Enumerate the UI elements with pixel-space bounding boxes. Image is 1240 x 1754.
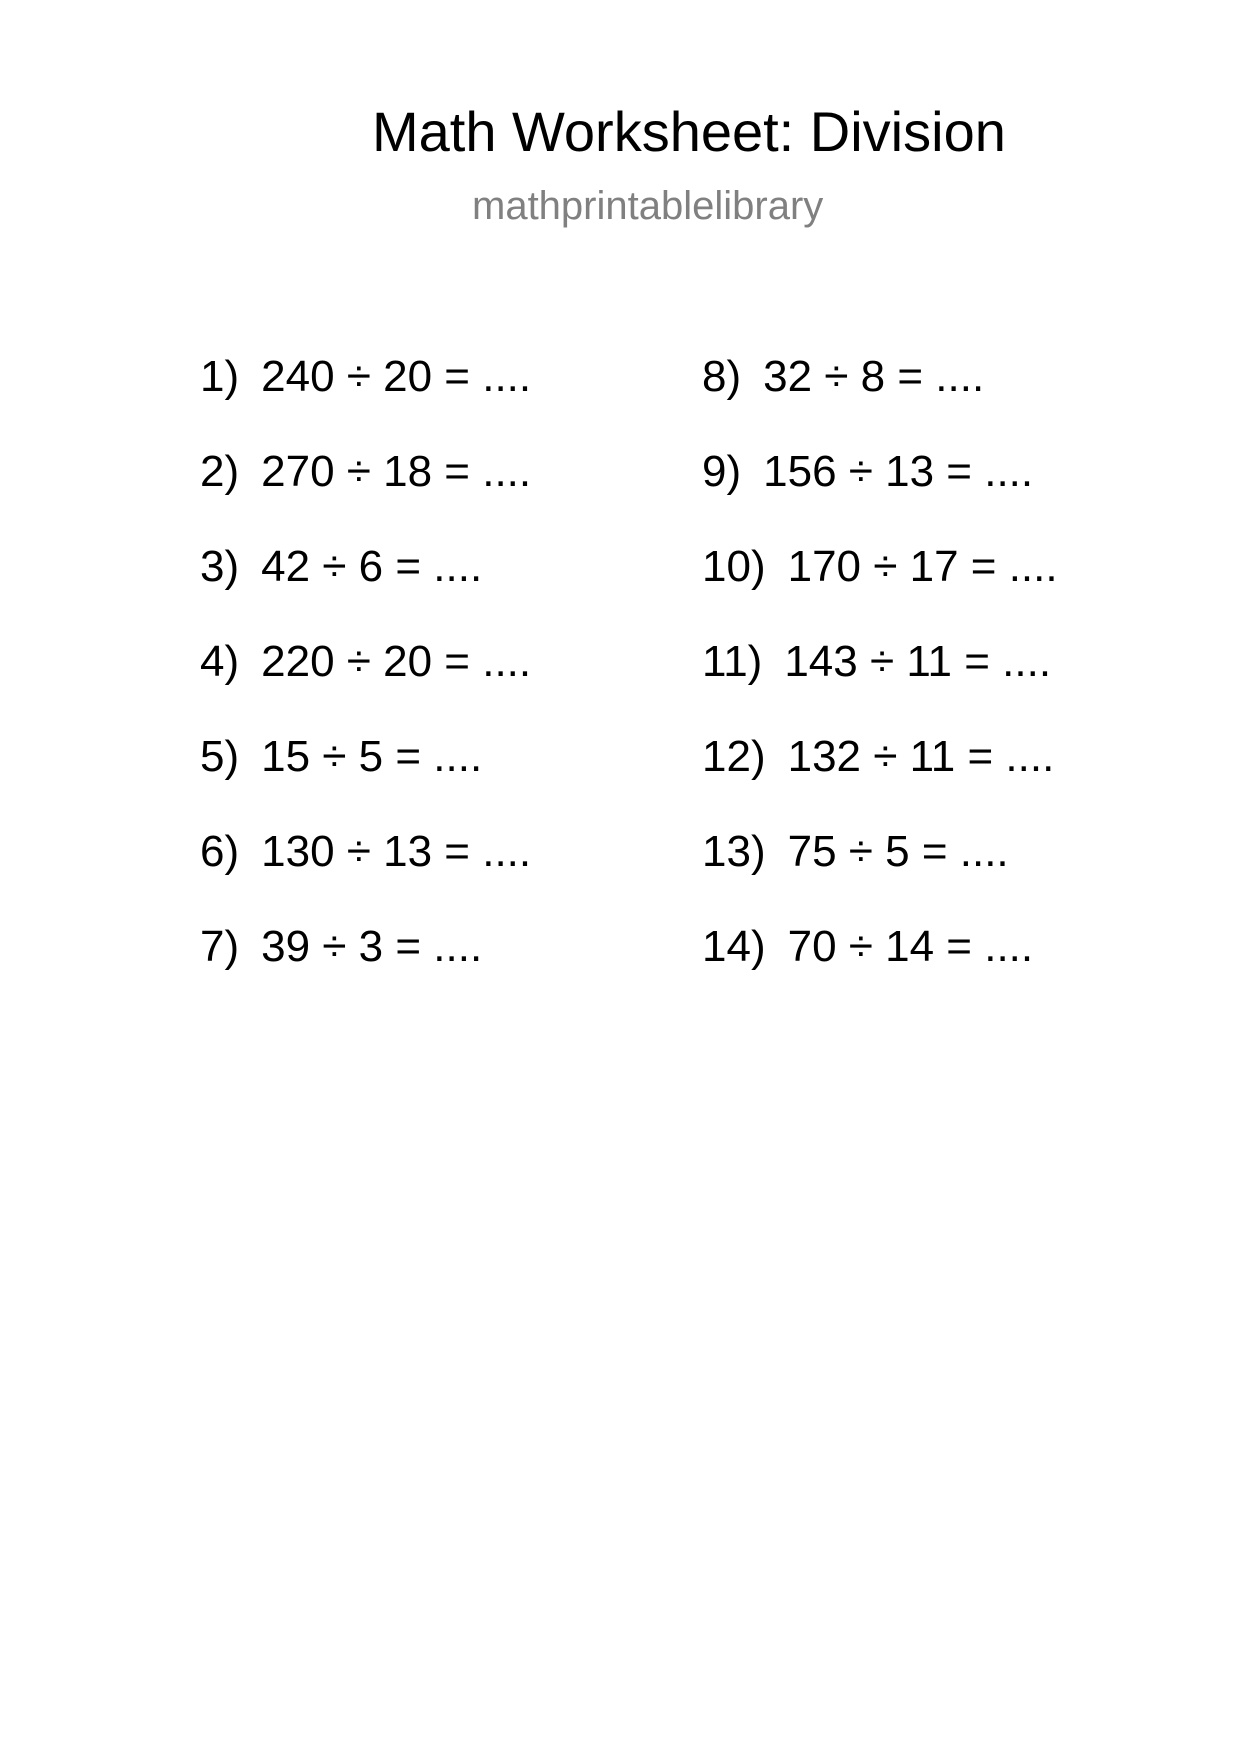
problem-number: 7) xyxy=(200,922,240,971)
problem-number: 5) xyxy=(200,732,240,781)
problem-item xyxy=(702,732,1058,827)
problem-number: 12) xyxy=(702,732,766,781)
problem-expression: 143 ÷ 11 = .... xyxy=(784,637,1052,686)
problem-expression: 270 ÷ 18 = .... xyxy=(261,447,532,496)
problem-expression: 75 ÷ 5 = .... xyxy=(787,827,1009,876)
problem-number: 11) xyxy=(702,637,763,686)
problem-expression: 240 ÷ 20 = .... xyxy=(261,352,532,401)
problem-expression: 70 ÷ 14 = .... xyxy=(787,922,1034,971)
problem-number: 2) xyxy=(200,447,240,496)
problem-expression: 32 ÷ 8 = .... xyxy=(763,352,985,401)
problem-item xyxy=(200,922,531,1017)
problem-item xyxy=(200,732,531,827)
problem-expression: 130 ÷ 13 = .... xyxy=(261,827,532,876)
problem-expression: 39 ÷ 3 = .... xyxy=(261,922,483,971)
problem-item xyxy=(702,827,1058,922)
page-title: Math Worksheet: Division xyxy=(372,100,1006,163)
problem-item xyxy=(200,827,531,922)
problem-column-left xyxy=(200,352,531,1017)
problem-item xyxy=(702,922,1058,1017)
problem-item xyxy=(702,637,1058,732)
problem-expression: 170 ÷ 17 = .... xyxy=(787,542,1058,591)
problem-number: 4) xyxy=(200,637,240,686)
problem-expression: 15 ÷ 5 = .... xyxy=(261,732,483,781)
problem-number: 9) xyxy=(702,447,742,496)
problem-item xyxy=(702,542,1058,637)
problem-expression: 220 ÷ 20 = .... xyxy=(261,637,532,686)
problem-column-right xyxy=(702,352,1058,1017)
problem-item xyxy=(702,447,1058,542)
problem-number: 13) xyxy=(702,827,766,876)
problem-number: 3) xyxy=(200,542,240,591)
problem-number: 1) xyxy=(200,352,240,401)
problem-item xyxy=(702,352,1058,447)
problem-expression: 132 ÷ 11 = .... xyxy=(787,732,1055,781)
publisher-subtitle: mathprintablelibrary xyxy=(472,184,824,228)
problem-number: 8) xyxy=(702,352,742,401)
problem-number: 10) xyxy=(702,542,766,591)
problem-item xyxy=(200,637,531,732)
problem-number: 14) xyxy=(702,922,766,971)
problem-item xyxy=(200,352,531,447)
problem-expression: 42 ÷ 6 = .... xyxy=(261,542,483,591)
problem-number: 6) xyxy=(200,827,240,876)
problem-item xyxy=(200,542,531,637)
problem-expression: 156 ÷ 13 = .... xyxy=(763,447,1034,496)
problem-item xyxy=(200,447,531,542)
